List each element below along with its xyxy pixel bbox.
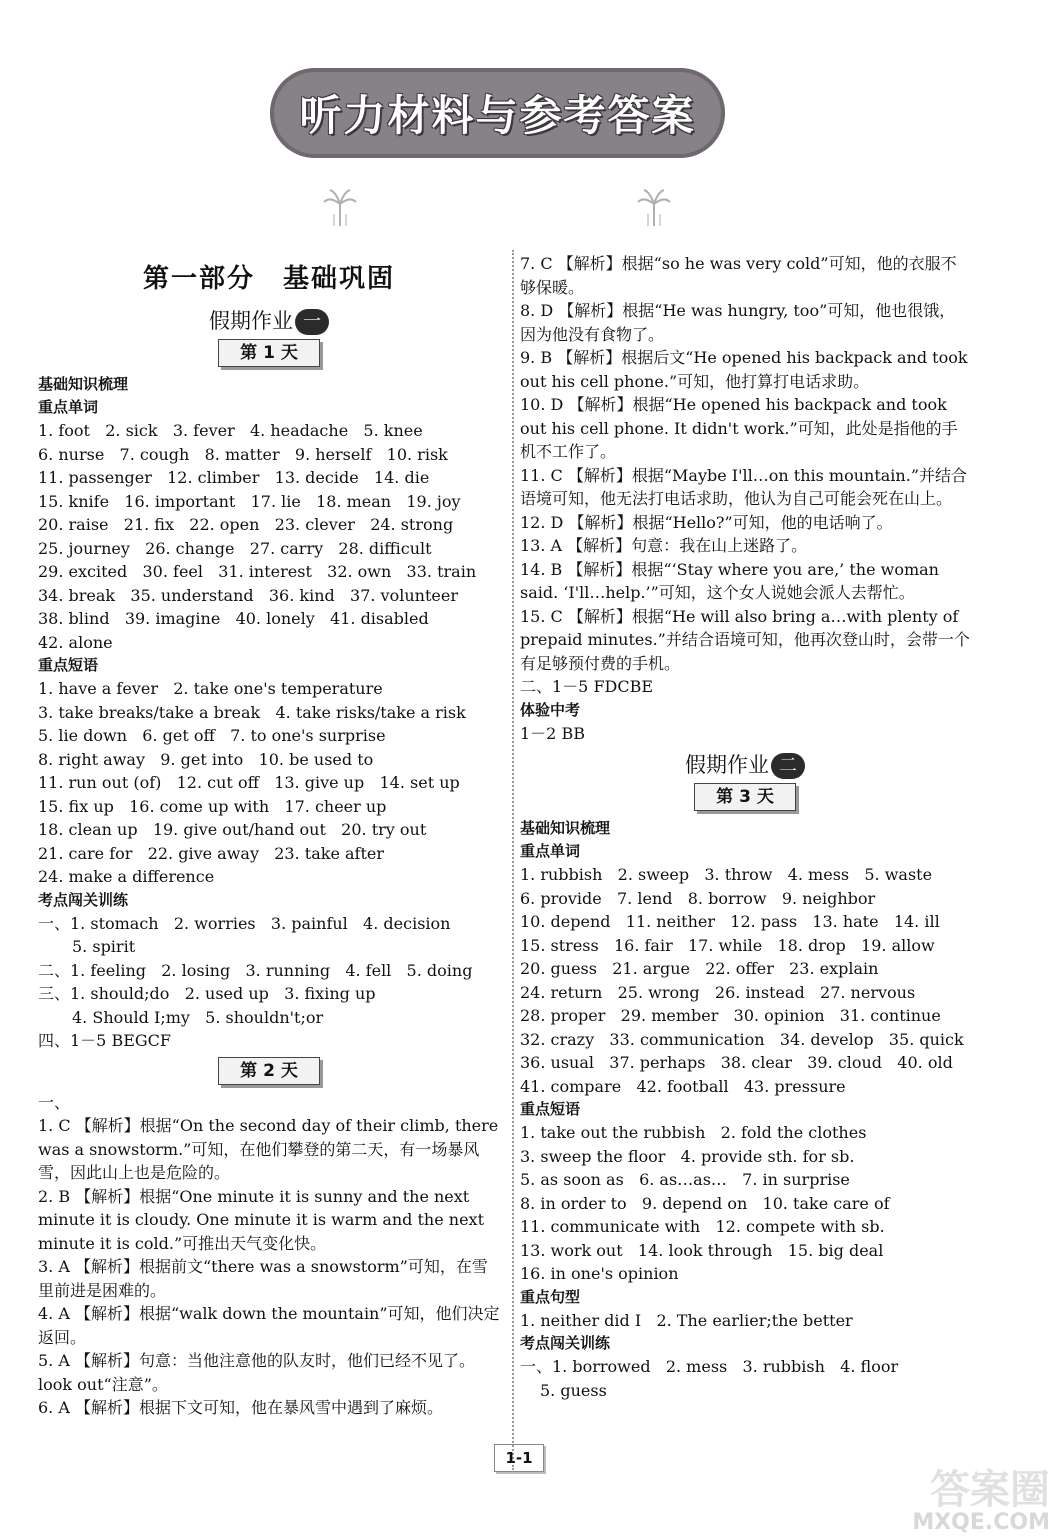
answer-line: 四、1－5 BEGCF bbox=[38, 1031, 172, 1050]
answer-line: 32. crazy 33. communication 34. develop 35. quick bbox=[520, 1029, 964, 1049]
answer-line: 28. proper 29. member 30. opinion 31. continue bbox=[520, 1006, 941, 1025]
answer-line: 3. sweep the floor 4. provide sth. for sb. bbox=[520, 1146, 855, 1166]
answer-line: 15. fix up 16. come up with 17. cheer up bbox=[38, 796, 387, 816]
watermark bbox=[880, 1467, 1050, 1535]
answer-line: 10. depend 11. neither 12. pass 13. hate 14. ill bbox=[520, 912, 940, 931]
answer-line: 6. nurse 7. cough 8. matter 9. herself 10. risk bbox=[38, 444, 448, 464]
answer-explanation: 4. A 【解析】根据“walk down the mountain”可知，他们决定返回。 bbox=[38, 1304, 500, 1347]
answer-line: 1. foot 2. sick 3. fever 4. headache 5. knee bbox=[38, 421, 423, 440]
answer-line: 4. Should I;my 5. shouldn't;or bbox=[72, 1007, 324, 1027]
answer-explanation: 14. B 【解析】根据“‘Stay where you are,’ the woman said. ‘I'll…help.’”可知，这个女人说她会派人去帮忙。 bbox=[520, 559, 939, 602]
answer-explanation: 1. C 【解析】根据“On the second day of their climb, there was a snowstorm.”可知，在他们攀登的第二天，有一场暴风雪，因此山上也是危险的。 bbox=[38, 1116, 499, 1182]
answer-line: 24. make a difference bbox=[38, 867, 215, 886]
answer-line: 21. care for 22. give away 23. take after bbox=[38, 843, 385, 863]
section-heading: 考点闯关训练 bbox=[38, 890, 129, 909]
palm-tree-icon bbox=[636, 188, 672, 228]
answer-explanation: 15. C 【解析】根据“He will also bring a…with plenty of prepaid minutes.”并结合语境可知，他再次登山时，会带一个有足够预付费的手机。 bbox=[520, 606, 970, 673]
answer-line: 42. alone bbox=[38, 632, 113, 652]
answer-line: 41. compare 42. football 43. pressure bbox=[520, 1076, 846, 1096]
answer-explanation: 3. A 【解析】根据前文“there was a snowstorm”可知，在雪里前进是困难的。 bbox=[38, 1257, 488, 1300]
answer-explanation: 7. C 【解析】根据“so he was very cold”可知，他的衣服不够保暖。 bbox=[520, 254, 957, 297]
answer-explanation: 10. D 【解析】根据“He opened his backpack and took out his cell phone. It didn't work.”可知，此处是指他的手机不工作了。 bbox=[520, 395, 958, 461]
homework-title bbox=[38, 305, 500, 335]
answer-line: 20. guess 21. argue 22. offer 23. explain bbox=[520, 959, 879, 978]
banner-title: 听力材料与参考答案 bbox=[299, 91, 696, 140]
homework-number-badge: 一 bbox=[295, 309, 329, 335]
answer-line: 24. return 25. wrong 26. instead 27. nervous bbox=[520, 982, 916, 1002]
answer-explanation: 9. B 【解析】根据后文“He opened his backpack and took out his cell phone.”可知，他打算打电话求助。 bbox=[520, 348, 968, 391]
answer-line: 20. raise 21. fix 22. open 23. clever 24. strong bbox=[38, 515, 454, 534]
homework-label: 假期作业 bbox=[209, 309, 293, 333]
watermark-url: MXQE.COM bbox=[912, 1510, 1050, 1535]
answer-line: 一、1. stomach 2. worries 3. painful 4. decision bbox=[38, 913, 451, 933]
answer-line: 二、1. feeling 2. losing 3. running 4. fell 5. doing bbox=[38, 960, 473, 980]
column-divider bbox=[512, 250, 514, 1470]
section-heading: 基础知识梳理 bbox=[520, 819, 611, 837]
answer-explanation: 11. C 【解析】根据“Maybe I'll…on this mountain.”并结合语境可知，他无法打电话求助，他认为自己可能会死在山上。 bbox=[520, 465, 967, 508]
answer-line: 8. right away 9. get into 10. be used to bbox=[38, 749, 374, 769]
answer-line: 1. have a fever 2. take one's temperature bbox=[38, 679, 383, 698]
homework-number-badge: 二 bbox=[771, 753, 805, 779]
answer-explanation: 8. D 【解析】根据“He was hungry, too”可知，他也很饿，因为他没有食物了。 bbox=[520, 301, 956, 344]
homework-title bbox=[520, 749, 970, 779]
answer-line: 25. journey 26. change 27. carry 28. difficult bbox=[38, 538, 432, 558]
answer-line: 34. break 35. understand 36. kind 37. volunteer bbox=[38, 585, 458, 605]
answer-line: 6. provide 7. lend 8. borrow 9. neighbor bbox=[520, 888, 876, 908]
section-heading: 重点短语 bbox=[520, 1100, 581, 1118]
day-heading: 第 3 天 bbox=[694, 783, 796, 811]
answer-line: 3. take breaks/take a break 4. take risks/take a risk bbox=[38, 702, 466, 722]
section-heading: 重点短语 bbox=[38, 656, 99, 674]
answer-line: 13. work out 14. look through 15. big deal bbox=[520, 1240, 884, 1260]
answer-line: 1. rubbish 2. sweep 3. throw 4. mess 5. waste bbox=[520, 865, 933, 884]
answer-line: 5. as soon as 6. as…as… 7. in surprise bbox=[520, 1170, 850, 1189]
answer-explanation: 12. D 【解析】根据“Hello?”可知，他的电话响了。 bbox=[520, 512, 893, 532]
answer-line: 29. excited 30. feel 31. interest 32. own 33. train bbox=[38, 562, 477, 581]
answer-line: 1. take out the rubbish 2. fold the clothes bbox=[520, 1123, 867, 1142]
answer-explanation: 5. A 【解析】句意：当他注意他的队友时，他们已经不见了。look out“注意”。 bbox=[38, 1351, 475, 1394]
answer-explanation: 13. A 【解析】句意：我在山上迷路了。 bbox=[520, 536, 808, 555]
answer-line: 11. communicate with 12. compete with sb. bbox=[520, 1217, 885, 1236]
answer-line: 5. lie down 6. get off 7. to one's surprise bbox=[38, 726, 386, 745]
answer-line: 15. knife 16. important 17. lie 18. mean 19. joy bbox=[38, 491, 461, 511]
answer-line: 二、1－5 FDCBE bbox=[520, 677, 654, 696]
answer-line: 38. blind 39. imagine 40. lonely 41. disabled bbox=[38, 609, 429, 628]
answer-line: 5. spirit bbox=[72, 937, 136, 956]
palm-tree-icon bbox=[322, 188, 358, 228]
answer-explanation: 6. A 【解析】根据下文可知，他在暴风雪中遇到了麻烦。 bbox=[38, 1398, 443, 1417]
answer-line: 1－2 BB bbox=[520, 723, 585, 743]
answer-line: 16. in one's opinion bbox=[520, 1264, 679, 1283]
section-heading: 重点单词 bbox=[38, 398, 99, 416]
answer-line: 18. clean up 19. give out/hand out 20. try out bbox=[38, 820, 427, 839]
answer-line: 36. usual 37. perhaps 38. clear 39. cloud 40. old bbox=[520, 1053, 953, 1072]
section-heading: 考点闯关训练 bbox=[520, 1334, 611, 1352]
answer-line: 一、 bbox=[38, 1092, 71, 1112]
title-banner bbox=[270, 68, 725, 158]
right-column bbox=[520, 252, 970, 1402]
day-heading: 第 2 天 bbox=[218, 1057, 320, 1085]
section-heading: 重点句型 bbox=[520, 1287, 581, 1306]
watermark-logo: 答案圈 bbox=[930, 1467, 1050, 1513]
section-heading: 重点单词 bbox=[520, 842, 581, 860]
answer-line: 15. stress 16. fair 17. while 18. drop 19. allow bbox=[520, 935, 935, 955]
homework-label: 假期作业 bbox=[685, 753, 769, 777]
answer-line: 三、1. should;do 2. used up 3. fixing up bbox=[38, 984, 376, 1003]
section-heading: 基础知识梳理 bbox=[38, 375, 129, 393]
left-column bbox=[38, 252, 500, 1420]
answer-explanation: 2. B 【解析】根据“One minute it is sunny and the next minute it is cloudy. One minute it is warm and the next minute it is cold.”可推出天气变化快。 bbox=[38, 1186, 485, 1253]
answer-line: 8. in order to 9. depend on 10. take care of bbox=[520, 1193, 890, 1213]
section-heading: 体验中考 bbox=[520, 700, 581, 719]
day-heading: 第 1 天 bbox=[218, 339, 320, 367]
answer-line: 11. passenger 12. climber 13. decide 14. die bbox=[38, 468, 430, 487]
answer-line: 5. guess bbox=[540, 1380, 607, 1400]
answer-line: 11. run out (of) 12. cut off 13. give up 14. set up bbox=[38, 773, 460, 792]
answer-line: 一、1. borrowed 2. mess 3. rubbish 4. floor bbox=[520, 1357, 899, 1376]
page-number: 1-1 bbox=[494, 1444, 544, 1472]
part-title: 第一部分 基础巩固 bbox=[142, 264, 395, 294]
answer-line: 1. neither did I 2. The earlier;the better bbox=[520, 1310, 853, 1330]
